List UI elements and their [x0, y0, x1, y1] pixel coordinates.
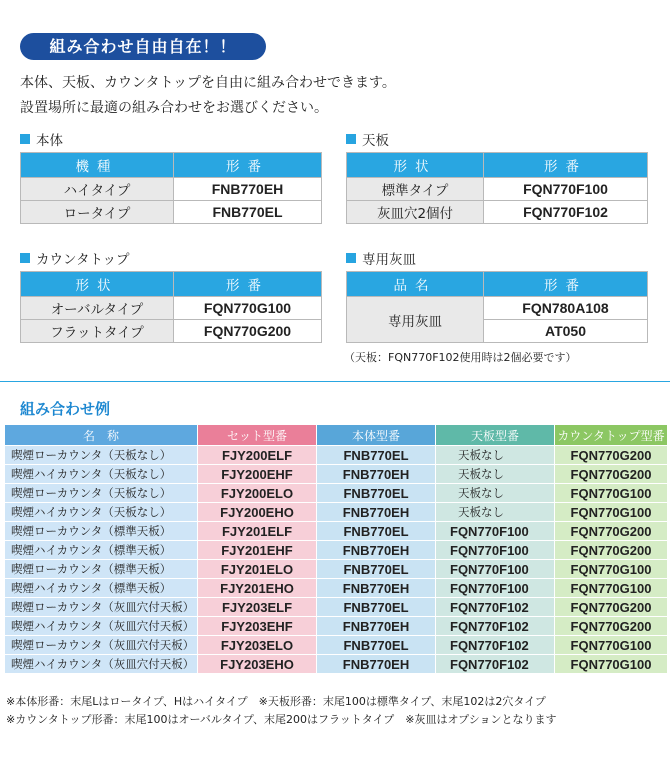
combo-row — [5, 522, 668, 541]
footnote-2: ※カウンタトップ形番：末尾100はオーバルタイプ、末尾200はフラットタイプ ※灰皿はオプションとなります — [6, 713, 557, 726]
combo-cell-set: FJY203EHO — [198, 655, 317, 674]
combo-cell-name: 喫煙ハイカウンタ（標準天板） — [5, 541, 198, 560]
combo-cell-body: FNB770EH — [317, 541, 436, 560]
combo-cell-top: 天板なし — [436, 465, 555, 484]
tenban-name: 灰皿穴2個付 — [347, 201, 484, 224]
counter-table — [20, 271, 322, 343]
combo-cell-body: FNB770EL — [317, 560, 436, 579]
combo-cell-top: 天板なし — [436, 446, 555, 465]
counter-name: オーバルタイプ — [21, 297, 174, 320]
combo-cell-set: FJY201EHF — [198, 541, 317, 560]
square-bullet-icon — [346, 134, 356, 144]
hontai-name: ロータイプ — [21, 201, 174, 224]
haizara-note: （天板：FQN770F102使用時は2個必要です） — [344, 351, 577, 364]
combo-cell-name: 喫煙ハイカウンタ（標準天板） — [5, 579, 198, 598]
combo-cell-counter: FQN770G100 — [555, 484, 668, 503]
combo-cell-counter: FQN770G100 — [555, 636, 668, 655]
combo-header-counter: カウンタトップ型番 — [555, 425, 668, 446]
combo-cell-set: FJY200ELF — [198, 446, 317, 465]
counter-code: FQN770G200 — [174, 320, 322, 343]
combo-cell-set: FJY200EHO — [198, 503, 317, 522]
tenban-code: FQN770F102 — [484, 201, 648, 224]
combo-cell-set: FJY200ELO — [198, 484, 317, 503]
hontai-header-code: 形番 — [174, 153, 322, 178]
section-tenban-label: 天板 — [362, 133, 389, 149]
tenban-code: FQN770F100 — [484, 178, 648, 201]
combo-title: 組み合わせ例 — [20, 400, 111, 418]
combo-cell-set: FJY201ELO — [198, 560, 317, 579]
combo-cell-body: FNB770EL — [317, 484, 436, 503]
combo-cell-top: FQN770F100 — [436, 579, 555, 598]
section-hontai — [20, 129, 63, 149]
section-divider — [0, 381, 670, 382]
counter-code: FQN770G100 — [174, 297, 322, 320]
combo-cell-name: 喫煙ハイカウンタ（灰皿穴付天板） — [5, 655, 198, 674]
section-counter — [20, 248, 130, 268]
section-haizara — [346, 248, 416, 268]
combo-cell-counter: FQN770G100 — [555, 503, 668, 522]
combination-banner: 組み合わせ自由自在！！ — [20, 33, 266, 60]
section-hontai-label: 本体 — [36, 133, 63, 149]
combo-row — [5, 503, 668, 522]
intro-line-2: 設置場所に最適の組み合わせをお選びください。 — [20, 100, 328, 116]
combo-cell-name: 喫煙ローカウンタ（標準天板） — [5, 522, 198, 541]
counter-header-code: 形番 — [174, 272, 322, 297]
section-tenban — [346, 129, 389, 149]
combo-cell-counter: FQN770G100 — [555, 579, 668, 598]
combo-cell-body: FNB770EH — [317, 617, 436, 636]
haizara-code: FQN780A108 — [484, 297, 648, 320]
tenban-table — [346, 152, 648, 224]
combo-cell-name: 喫煙ローカウンタ（灰皿穴付天板） — [5, 598, 198, 617]
combo-cell-top: FQN770F102 — [436, 636, 555, 655]
haizara-header-code: 形番 — [484, 272, 648, 297]
combo-cell-counter: FQN770G200 — [555, 522, 668, 541]
haizara-name: 専用灰皿 — [347, 297, 484, 343]
combo-cell-body: FNB770EH — [317, 579, 436, 598]
combo-cell-body: FNB770EH — [317, 655, 436, 674]
section-haizara-label: 専用灰皿 — [362, 252, 416, 268]
combo-row — [5, 579, 668, 598]
combo-cell-name: 喫煙ローカウンタ（灰皿穴付天板） — [5, 636, 198, 655]
haizara-header-item: 品名 — [347, 272, 484, 297]
hontai-code: FNB770EH — [174, 178, 322, 201]
section-counter-label: カウンタトップ — [36, 252, 130, 268]
combo-cell-name: 喫煙ローカウンタ（天板なし） — [5, 484, 198, 503]
tenban-header-code: 形番 — [484, 153, 648, 178]
square-bullet-icon — [20, 134, 30, 144]
combo-cell-name: 喫煙ハイカウンタ（天板なし） — [5, 503, 198, 522]
combo-cell-set: FJY200EHF — [198, 465, 317, 484]
haizara-code: AT050 — [484, 320, 648, 343]
combo-cell-name: 喫煙ハイカウンタ（灰皿穴付天板） — [5, 617, 198, 636]
combo-cell-body: FNB770EH — [317, 503, 436, 522]
combo-cell-body: FNB770EH — [317, 465, 436, 484]
combo-row — [5, 446, 668, 465]
hontai-table — [20, 152, 322, 224]
hontai-header-model: 機種 — [21, 153, 174, 178]
combo-cell-counter: FQN770G200 — [555, 541, 668, 560]
combo-cell-top: FQN770F100 — [436, 560, 555, 579]
combo-cell-top: 天板なし — [436, 503, 555, 522]
combo-cell-body: FNB770EL — [317, 522, 436, 541]
tenban-name: 標準タイプ — [347, 178, 484, 201]
combo-table — [4, 424, 668, 674]
combo-cell-body: FNB770EL — [317, 446, 436, 465]
combo-row — [5, 541, 668, 560]
combo-cell-set: FJY203ELO — [198, 636, 317, 655]
combo-row — [5, 617, 668, 636]
counter-name: フラットタイプ — [21, 320, 174, 343]
combo-cell-set: FJY201ELF — [198, 522, 317, 541]
combo-row — [5, 465, 668, 484]
combo-cell-name: 喫煙ローカウンタ（天板なし） — [5, 446, 198, 465]
combo-row — [5, 655, 668, 674]
hontai-name: ハイタイプ — [21, 178, 174, 201]
combo-cell-set: FJY203EHF — [198, 617, 317, 636]
tenban-header-shape: 形状 — [347, 153, 484, 178]
combo-cell-top: FQN770F100 — [436, 541, 555, 560]
combo-row — [5, 636, 668, 655]
hontai-code: FNB770EL — [174, 201, 322, 224]
combo-row — [5, 560, 668, 579]
combo-cell-name: 喫煙ローカウンタ（標準天板） — [5, 560, 198, 579]
combo-header-name: 名 称 — [5, 425, 198, 446]
combo-header-set: セット型番 — [198, 425, 317, 446]
combo-cell-top: FQN770F102 — [436, 598, 555, 617]
combo-cell-top: FQN770F102 — [436, 655, 555, 674]
haizara-table — [346, 271, 648, 343]
combo-cell-top: FQN770F100 — [436, 522, 555, 541]
square-bullet-icon — [20, 253, 30, 263]
combo-header-body: 本体型番 — [317, 425, 436, 446]
intro-line-1: 本体、天板、カウンタトップを自由に組み合わせできます。 — [20, 75, 396, 91]
combo-cell-set: FJY203ELF — [198, 598, 317, 617]
combo-cell-counter: FQN770G200 — [555, 446, 668, 465]
counter-header-shape: 形状 — [21, 272, 174, 297]
combo-cell-top: FQN770F102 — [436, 617, 555, 636]
square-bullet-icon — [346, 253, 356, 263]
combo-cell-counter: FQN770G200 — [555, 617, 668, 636]
footnote-1: ※本体形番：末尾Lはロータイプ、Hはハイタイプ ※天板形番：末尾100は標準タイプ、末尾102は2穴タイプ — [6, 695, 546, 708]
combo-cell-body: FNB770EL — [317, 598, 436, 617]
combo-cell-body: FNB770EL — [317, 636, 436, 655]
combo-cell-counter: FQN770G200 — [555, 598, 668, 617]
combo-cell-counter: FQN770G200 — [555, 465, 668, 484]
combo-row — [5, 484, 668, 503]
combo-header-top: 天板型番 — [436, 425, 555, 446]
combo-cell-name: 喫煙ハイカウンタ（天板なし） — [5, 465, 198, 484]
combo-cell-counter: FQN770G100 — [555, 655, 668, 674]
combo-row — [5, 598, 668, 617]
combo-cell-set: FJY201EHO — [198, 579, 317, 598]
combo-cell-top: 天板なし — [436, 484, 555, 503]
combo-cell-counter: FQN770G100 — [555, 560, 668, 579]
